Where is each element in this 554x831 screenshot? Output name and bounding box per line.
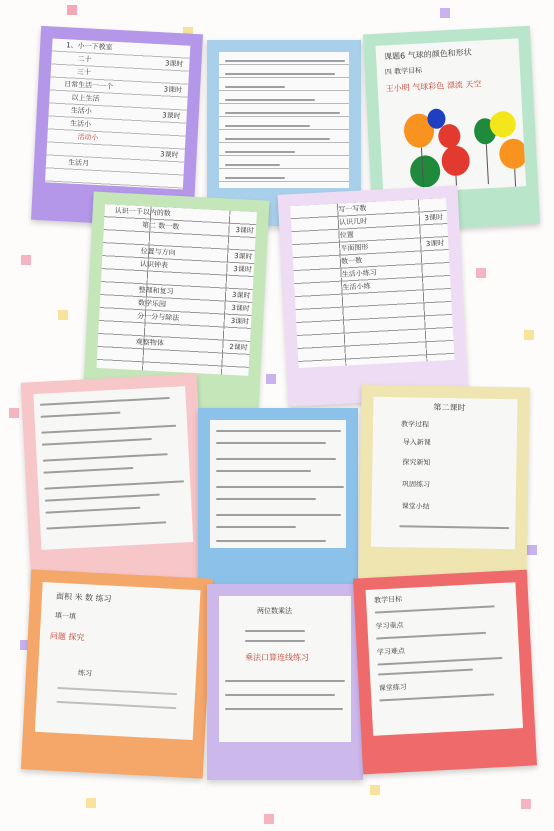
- plan-item: 课堂小结: [401, 502, 430, 511]
- polaroid-photo-9: [21, 569, 213, 778]
- plan-item: 课堂练习: [378, 683, 407, 693]
- note-line: 生活小: [70, 106, 92, 116]
- note-right: 3课时: [164, 59, 184, 69]
- note-line: 分一分与除法: [137, 311, 180, 323]
- page-title: 课题6 气球的颜色和形状: [383, 47, 472, 62]
- note-right: 3课时: [424, 213, 444, 223]
- confetti-square: [440, 8, 450, 18]
- plan-item: 学习重点: [375, 621, 404, 631]
- page-title: 两位数乘法: [257, 607, 292, 615]
- note-line: 数一数: [340, 256, 363, 266]
- page-goal: 王小明 气球彩色 漂流 天空: [385, 79, 482, 94]
- note-line: 认识钟表: [139, 260, 169, 270]
- lined-notebook-page: [290, 198, 454, 368]
- note-line: 第二 数一数: [141, 221, 180, 232]
- note-line: 位置与方向: [140, 247, 176, 257]
- confetti-square: [476, 268, 486, 278]
- lesson-plan-page: [366, 582, 523, 736]
- note-line: 日常生活一一个: [63, 80, 114, 91]
- page-title: 第二课时: [433, 402, 466, 413]
- handwritten-text-page: [219, 52, 349, 188]
- confetti-square: [67, 5, 77, 15]
- note-right: 3课时: [163, 85, 183, 95]
- balloon: [438, 124, 461, 149]
- worksheet-line: 练习: [77, 668, 93, 678]
- plan-item: 探究新知: [402, 458, 431, 467]
- balloon: [409, 155, 441, 189]
- plan-item: 教学过程: [401, 420, 430, 429]
- balloon: [441, 145, 471, 176]
- plan-item: 导入新课: [402, 438, 431, 447]
- note-line: 1、小一下教室: [66, 41, 113, 52]
- note-line: 二十: [77, 54, 92, 64]
- note-right: 3课时: [233, 251, 253, 261]
- note-line: 以上生活: [71, 93, 100, 104]
- note-line: 生活月: [67, 158, 90, 168]
- plan-item: 学习难点: [376, 647, 406, 657]
- note-right: 3课时: [235, 226, 255, 235]
- note-line: 认识一千以内的数: [114, 206, 171, 218]
- handwritten-text-page: [210, 420, 346, 548]
- worksheet-page: [35, 582, 201, 740]
- lesson-plan-page: [371, 397, 518, 549]
- plan-item: 巩固练习: [401, 480, 431, 489]
- confetti-square: [527, 545, 537, 555]
- note-right: 3课时: [425, 239, 445, 249]
- polaroid-photo-11: [353, 570, 537, 775]
- lesson-plan-page: [219, 596, 351, 742]
- note-line: 位置: [339, 230, 354, 240]
- note-line: 生活小练习: [341, 268, 377, 279]
- polaroid-photo-7: [198, 408, 358, 586]
- balloon-drawing-page: [376, 38, 527, 193]
- note-right: 3课时: [231, 303, 251, 313]
- confetti-square: [264, 814, 274, 824]
- worksheet-line: 面积 米 数 练习: [55, 591, 112, 604]
- note-line: 三十: [76, 67, 92, 77]
- confetti-square: [266, 374, 276, 384]
- lined-notebook-page: [45, 39, 190, 190]
- page-subtitle: 四 教学目标: [384, 66, 423, 77]
- polaroid-photo-10: [207, 584, 363, 780]
- note-right: 2课时: [229, 342, 248, 352]
- note-line: 观察物体: [135, 337, 165, 348]
- note-line: 平面图形: [340, 243, 369, 253]
- note-line: 整理和复习: [138, 286, 174, 296]
- note-line: 认识几时: [338, 217, 368, 227]
- confetti-square: [9, 408, 19, 418]
- lined-notebook-page: [96, 204, 256, 376]
- confetti-square: [524, 330, 534, 340]
- polaroid-photo-5: [278, 185, 469, 406]
- note-right: 3课时: [159, 150, 179, 160]
- confetti-square: [58, 310, 68, 320]
- confetti-square: [86, 798, 96, 808]
- note-right: 3课时: [231, 290, 251, 300]
- note-line: 数学乐园: [137, 299, 167, 309]
- worksheet-line: 填一填: [54, 611, 77, 621]
- note-right: 3课时: [230, 316, 250, 326]
- note-right: 3课时: [161, 111, 181, 121]
- confetti-square: [370, 785, 380, 795]
- worksheet-line: 问题 探究: [49, 631, 85, 643]
- polaroid-photo-6: [21, 374, 208, 589]
- note-line: 活动小: [77, 132, 99, 143]
- plan-item: 教学目标: [373, 595, 403, 605]
- note-line: 生活小练: [342, 282, 371, 292]
- confetti-square: [521, 799, 531, 809]
- balloon: [499, 138, 526, 169]
- polaroid-photo-8: [358, 385, 529, 588]
- note-line: 写一写数: [338, 204, 367, 214]
- confetti-square: [21, 255, 31, 265]
- balloon: [489, 111, 516, 138]
- page-red-title: 乘法口算连线练习: [245, 653, 309, 662]
- note-right: 3课时: [233, 264, 253, 274]
- handwritten-text-page: [33, 386, 193, 550]
- note-line: 生活小: [69, 119, 92, 129]
